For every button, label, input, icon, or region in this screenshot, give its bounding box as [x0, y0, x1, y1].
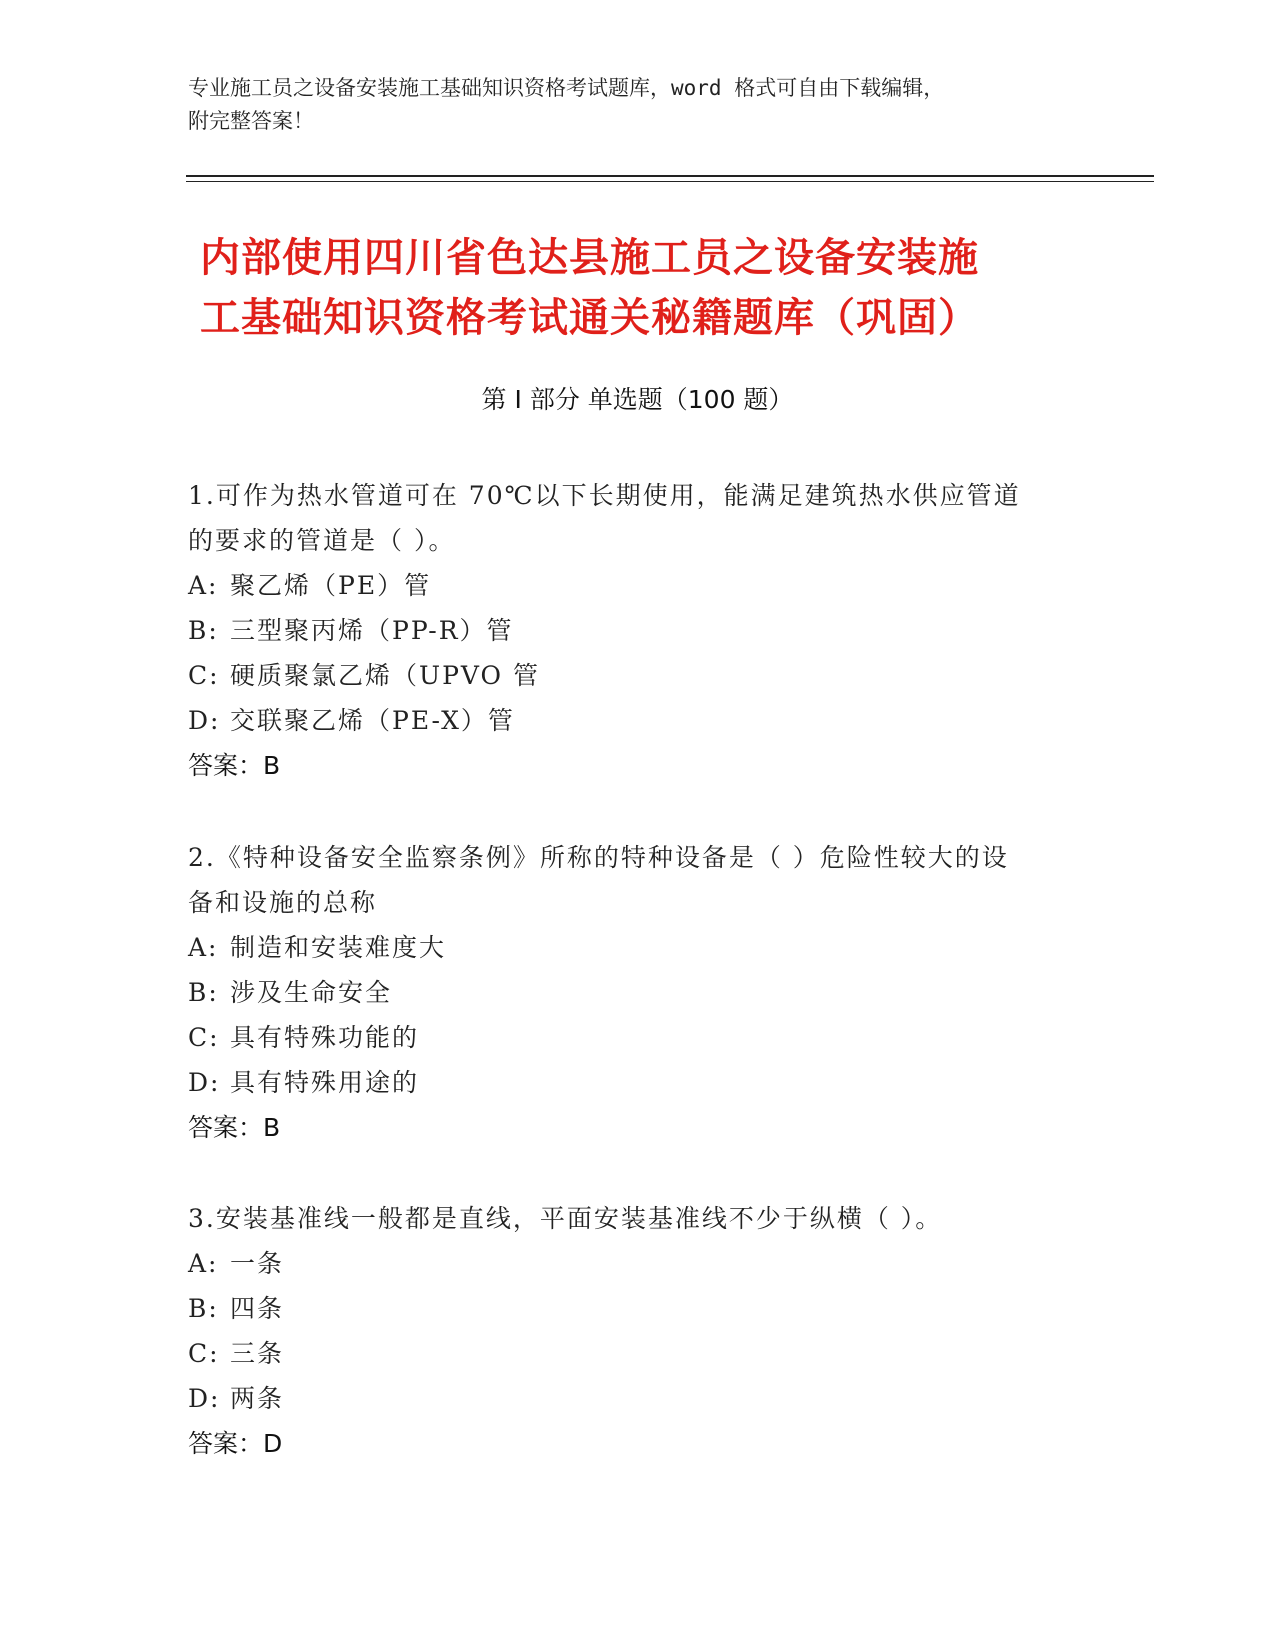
header-note-line-2: 附完整答案！: [188, 109, 314, 133]
answer-value: B: [263, 1113, 281, 1142]
option-text: 制造和安装难度大: [230, 933, 447, 962]
option-letter: D:: [188, 1068, 221, 1097]
question-2: [188, 835, 1088, 1150]
answer-label: 答案：: [188, 751, 264, 780]
question-stem-line-1: 1.可作为热水管道可在 70℃以下长期使用，能满足建筑热水供应管道: [188, 481, 1021, 510]
question-1: [188, 473, 1088, 788]
answer: [188, 743, 1088, 788]
option-text: 一条: [230, 1249, 285, 1278]
option-letter: B:: [188, 978, 219, 1007]
option-a: [188, 563, 1088, 608]
answer-value: D: [263, 1429, 283, 1458]
document-title-line-2: 工基础知识资格考试通关秘籍题库（巩固）: [200, 295, 979, 341]
question-stem-line-2: 的要求的管道是（ ）。: [188, 526, 456, 555]
option-d: [188, 698, 1088, 743]
option-text: 涉及生命安全: [230, 978, 393, 1007]
option-letter: A:: [188, 571, 219, 600]
option-text: 聚乙烯（PE）管: [230, 571, 432, 600]
question-stem-line-2: 备和设施的总称: [188, 888, 378, 917]
option-letter: B:: [188, 1294, 219, 1323]
option-letter: C:: [188, 1023, 220, 1052]
option-text: 四条: [230, 1294, 285, 1323]
option-d: [188, 1376, 1088, 1421]
option-letter: A:: [188, 933, 219, 962]
option-letter: C:: [188, 1339, 220, 1368]
option-text: 具有特殊用途的: [230, 1068, 420, 1097]
header-divider-thick: [186, 175, 1154, 177]
option-c: [188, 1015, 1088, 1060]
option-b: [188, 608, 1088, 653]
question-stem-line-1: 3.安装基准线一般都是直线，平面安装基准线不少于纵横（ ）。: [188, 1204, 943, 1233]
option-a: [188, 1241, 1088, 1286]
answer-label: 答案：: [188, 1429, 264, 1458]
header-note-line-1: 专业施工员之设备安装施工基础知识资格考试题库，word 格式可自由下载编辑，: [188, 76, 945, 100]
option-letter: C:: [188, 661, 220, 690]
question-3: [188, 1196, 1088, 1466]
document-title: [200, 228, 1100, 348]
option-b: [188, 970, 1088, 1015]
header-divider-thin: [186, 181, 1154, 182]
option-a: [188, 925, 1088, 970]
option-c: [188, 1331, 1088, 1376]
option-text: 三型聚丙烯（PP-R）管: [230, 616, 514, 645]
answer-value: B: [263, 751, 281, 780]
option-letter: A:: [188, 1249, 219, 1278]
answer-label: 答案：: [188, 1113, 264, 1142]
option-letter: B:: [188, 616, 219, 645]
document-title-line-1: 内部使用四川省色达县施工员之设备安装施: [200, 235, 979, 281]
option-text: 硬质聚氯乙烯（UPVO 管: [230, 661, 540, 690]
option-d: [188, 1060, 1088, 1105]
option-text: 具有特殊功能的: [230, 1023, 420, 1052]
header-note: [188, 72, 1088, 138]
option-text: 三条: [230, 1339, 285, 1368]
question-stem-line-1: 2.《特种设备安全监察条例》所称的特种设备是（ ）危险性较大的设: [188, 843, 1009, 872]
option-text: 交联聚乙烯（PE-X）管: [230, 706, 515, 735]
option-b: [188, 1286, 1088, 1331]
answer: [188, 1105, 1088, 1150]
section-heading: 第 I 部分 单选题（100 题）: [481, 385, 794, 414]
option-text: 两条: [230, 1384, 285, 1413]
option-letter: D:: [188, 706, 221, 735]
option-letter: D:: [188, 1384, 221, 1413]
option-c: [188, 653, 1088, 698]
answer: [188, 1421, 1088, 1466]
